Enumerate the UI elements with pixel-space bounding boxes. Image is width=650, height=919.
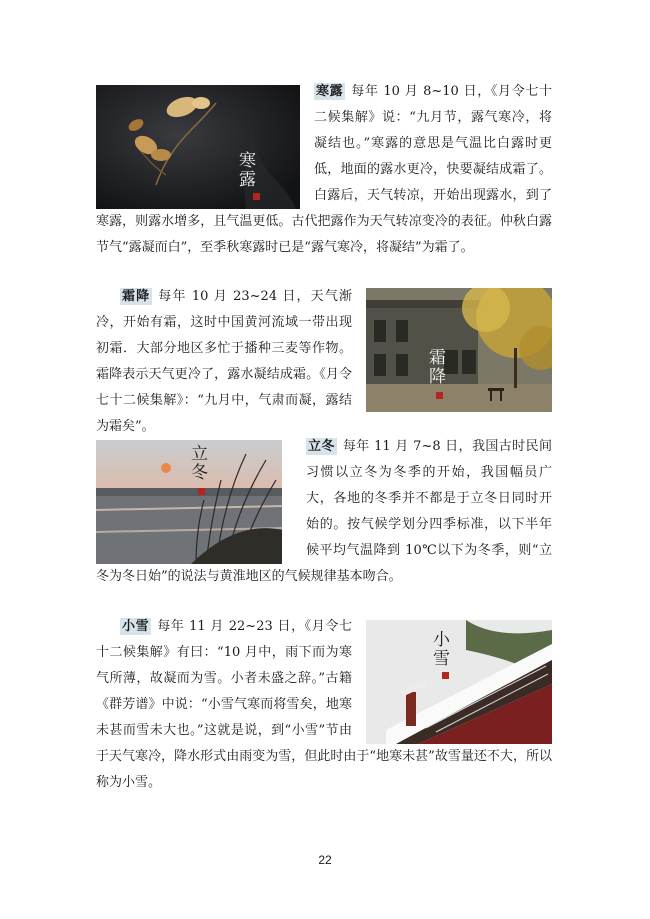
section-shuangjiang [96, 284, 552, 440]
shuangjiang-image [366, 288, 552, 412]
lidong-body: 每年 11 月 7~8 日，我国古时民间习惯以立冬为冬季的开始，我国幅员广大，各地的冬季并不都是于立冬日同时开始的。按气候学划分四季标准，以下半年候平均气温降到 10℃以下为冬季，则“立冬为冬日始”的说法与黄淮地区的气候规律基本吻合。 [96, 439, 552, 584]
hanlu-term: 寒露 [316, 84, 344, 99]
shuangjiang-term: 霜降 [122, 289, 151, 304]
section-xiaoxue [96, 614, 552, 796]
section-hanlu [96, 79, 552, 261]
hanlu-seal [253, 193, 260, 200]
xiaoxue-image [366, 620, 552, 744]
lidong-term: 立冬 [308, 439, 335, 454]
lidong-seal [198, 488, 205, 495]
hanlu-body: 每年 10 月 8~10 日，《月令七十二候集解》说：“九月节，露气寒冷，将凝结也。”寒露的意思是气温比白露时更低，地面的露水更冷，快要凝结成霜了。白露后，天气转凉，开始出现露水，到了寒露，则露水增多，且气温更低。古代把露作为天气转凉变冷的表征。仲秋白露节气“露凝而白”，至季秋寒露时已是“露气寒冷，将凝结”为霜了。 [96, 84, 552, 255]
shuangjiang-body: 每年 10 月 23~24 日，天气渐冷，开始有霜，这时中国黄河流域一带出现初霜．大部分地区多忙于播种三麦等作物。霜降表示天气更冷了，露水凝结成霜。《月令七十二候集解》：“九月中，气肃而凝，露结为霜矣”。 [96, 289, 352, 434]
hanlu-image-caption: 寒露 [235, 151, 255, 189]
xiaoxue-image-caption: 小雪 [429, 630, 449, 668]
lidong-image-caption: 立冬 [187, 444, 207, 482]
xiaoxue-body: 每年 11 月 22~23 日，《月令七十二候集解》有曰：“10 月中，雨下而为寒气所薄，故凝而为雪。小者未盛之辞。”古籍《群芳谱》中说：“小雪气寒而将雪矣，地寒未甚而雪未大也。”这就是说，到“小雪”节由于天气寒冷，降水形式由雨变为雪，但此时由于“地寒未甚”故雪量还不大，所以称为小雪。 [96, 619, 552, 790]
xiaoxue-term: 小雪 [122, 619, 150, 634]
page-number: 22 [318, 853, 332, 867]
hanlu-image [96, 85, 300, 209]
section-lidong [96, 434, 552, 590]
shuangjiang-image-caption: 霜降 [425, 348, 445, 386]
xiaoxue-seal [442, 672, 449, 679]
lidong-image [96, 440, 282, 564]
shuangjiang-seal [436, 392, 443, 399]
